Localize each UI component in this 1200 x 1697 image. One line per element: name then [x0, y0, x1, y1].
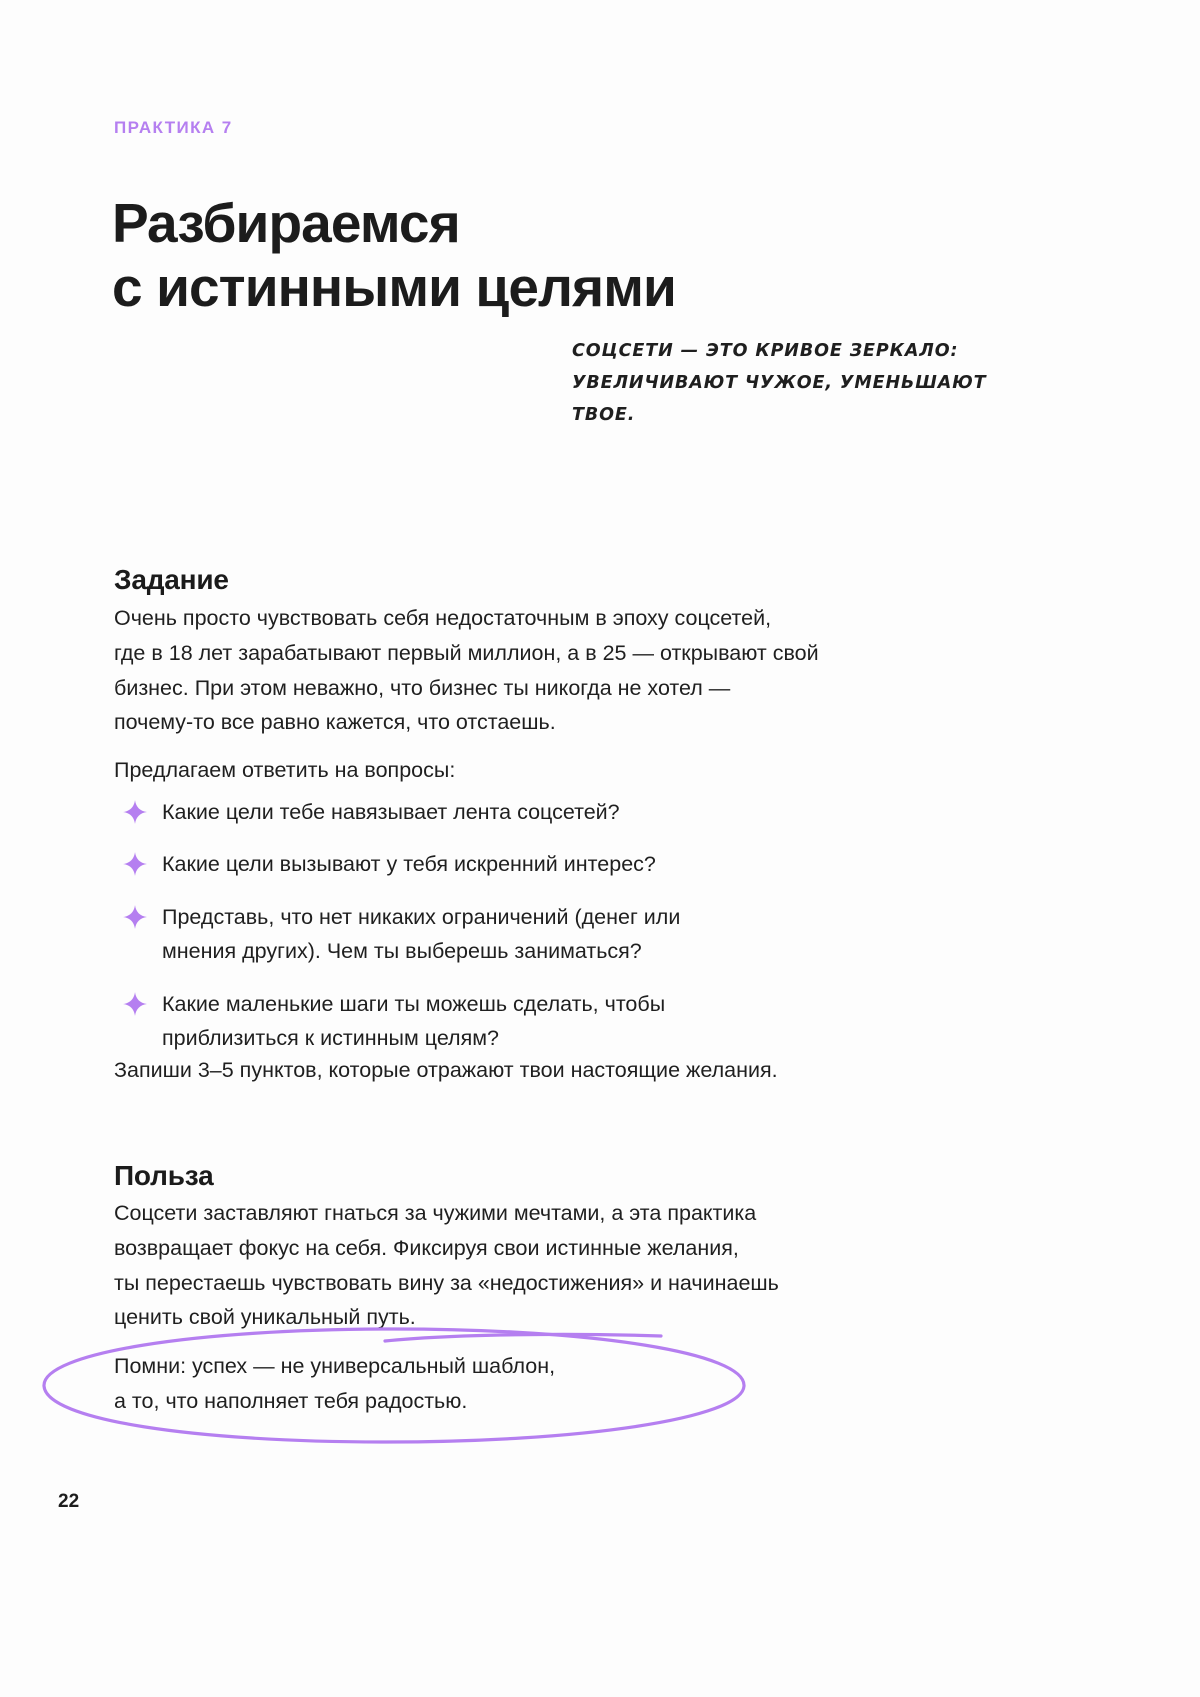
quote-line-1: СОЦСЕТИ — ЭТО КРИВОЕ ЗЕРКАЛО: — [572, 341, 959, 361]
benefit-line-2: возвращает фокус на себя. Фиксируя свои истинные желания, — [114, 1235, 739, 1260]
quote-line-2: УВЕЛИЧИВАЮТ ЧУЖОЕ, УМЕНЬШАЮТ — [572, 372, 987, 393]
practice-eyebrow: ПРАКТИКА 7 — [114, 118, 233, 137]
question-list — [114, 795, 944, 1073]
page-title — [112, 192, 912, 320]
list-item-line-1: Какие цели вызывают у тебя искренний интерес? — [162, 852, 656, 877]
list-item — [114, 900, 944, 969]
page-title-line-2: с истинными целями — [112, 255, 676, 318]
benefit-paragraph — [114, 1196, 944, 1335]
list-item — [114, 795, 944, 829]
list-item-line-2: приблизиться к истинным целям? — [162, 1025, 499, 1050]
task-intro-line-2: где в 18 лет зарабатывают первый миллион, а в 25 — открывают свой — [114, 640, 819, 665]
task-record-note: Запиши 3–5 пунктов, которые отражают твои настоящие желания. — [114, 1058, 778, 1082]
benefit-line-4: ценить свой уникальный путь. — [114, 1305, 416, 1330]
list-item — [114, 847, 944, 881]
closing-highlight-block — [114, 1349, 944, 1419]
benefit-line-3: ты перестаешь чувствовать вину за «недостижения» и начинаешь — [114, 1270, 779, 1295]
page-title-line-1: Разбираемся — [112, 191, 460, 254]
quote-line-3: ТВОЕ. — [572, 404, 636, 425]
list-item-line-1: Какие цели тебе навязывает лента соцсетей? — [162, 800, 620, 824]
sparkle-icon — [122, 991, 148, 1017]
list-item-line-1: Какие маленькие шаги ты можешь сделать, чтобы — [162, 991, 666, 1016]
task-intro-paragraph — [114, 601, 944, 740]
closing-line-1: Помни: успех — не универсальный шаблон, — [114, 1354, 556, 1378]
handwritten-quote — [572, 336, 987, 432]
closing-text — [114, 1349, 944, 1419]
task-intro-line-4: почему-то все равно кажется, что отстаешь. — [114, 710, 556, 735]
list-item-line-2: мнения других). Чем ты выберешь заниматься? — [162, 939, 642, 964]
list-item-line-1: Представь, что нет никаких ограничений (денег или — [162, 904, 681, 929]
section-heading-task: Задание — [114, 564, 229, 596]
page-number: 22 — [58, 1491, 80, 1512]
task-prompt: Предлагаем ответить на вопросы: — [114, 758, 456, 782]
sparkle-icon — [122, 799, 148, 825]
benefit-line-1: Соцсети заставляют гнаться за чужими мечтами, а эта практика — [114, 1201, 757, 1225]
section-heading-benefit: Польза — [114, 1160, 214, 1192]
sparkle-icon — [122, 851, 148, 877]
closing-line-2: а то, что наполняет тебя радостью. — [114, 1388, 468, 1413]
sparkle-icon — [122, 904, 148, 930]
task-intro-line-3: бизнес. При этом неважно, что бизнес ты никогда не хотел — — [114, 675, 731, 700]
task-intro-line-1: Очень просто чувствовать себя недостаточным в эпоху соцсетей, — [114, 606, 772, 630]
list-item — [114, 987, 944, 1056]
